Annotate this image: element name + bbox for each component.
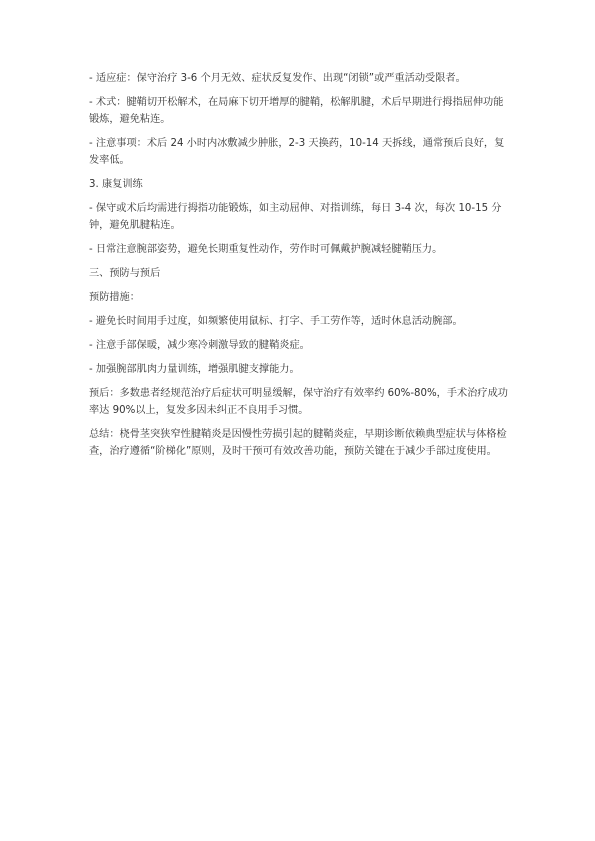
- section-heading-prevention: 三、预防与预后: [89, 268, 161, 279]
- bullet-prevention-warmth: - 注意手部保暖，减少寒冷刺激导致的腱鞘炎症。: [89, 340, 310, 351]
- bullet-prevention-overuse: - 避免长时间用手过度，如频繁使用鼠标、打字、手工劳作等，适时休息活动腕部。: [89, 316, 463, 327]
- bullet-rehab-posture: - 日常注意腕部姿势，避免长期重复性动作，劳作时可佩戴护腕减轻腱鞘压力。: [89, 244, 443, 255]
- document-body: [89, 70, 509, 467]
- bullet-surgery-procedure: - 术式：腱鞘切开松解术，在局麻下切开增厚的腱鞘，松解肌腱，术后早期进行拇指屈伸功能锻炼，避免粘连。: [89, 97, 504, 125]
- bullet-prevention-strength: - 加强腕部肌肉力量训练，增强肌腱支撑能力。: [89, 364, 300, 375]
- paragraph-prognosis: 预后：多数患者经规范治疗后症状可明显缓解，保守治疗有效率约 60%-80%，手术治疗成功率达 90%以上，复发多因未纠正不良用手习惯。: [89, 388, 508, 416]
- paragraph-prevention-label: 预防措施：: [89, 292, 140, 303]
- paragraph-summary: 总结：桡骨茎突狭窄性腱鞘炎是因慢性劳损引起的腱鞘炎症，早期诊断依赖典型症状与体格检查，治疗遵循“阶梯化”原则，及时干预可有效改善功能，预防关键在于减少手部过度使用。: [89, 429, 507, 457]
- bullet-surgery-precautions: - 注意事项：术后 24 小时内冰敷减少肿胀，2-3 天换药，10-14 天拆线，通常预后良好，复发率低。: [89, 138, 505, 166]
- bullet-rehab-exercise: - 保守或术后均需进行拇指功能锻炼，如主动屈伸、对指训练，每日 3-4 次，每次 10-15 分钟，避免肌腱粘连。: [89, 203, 502, 231]
- bullet-surgery-indications: - 适应症：保守治疗 3-6 个月无效、症状反复发作、出现“闭锁”或严重活动受限者。: [89, 73, 466, 84]
- section-heading-rehab: 3. 康复训练: [89, 179, 143, 190]
